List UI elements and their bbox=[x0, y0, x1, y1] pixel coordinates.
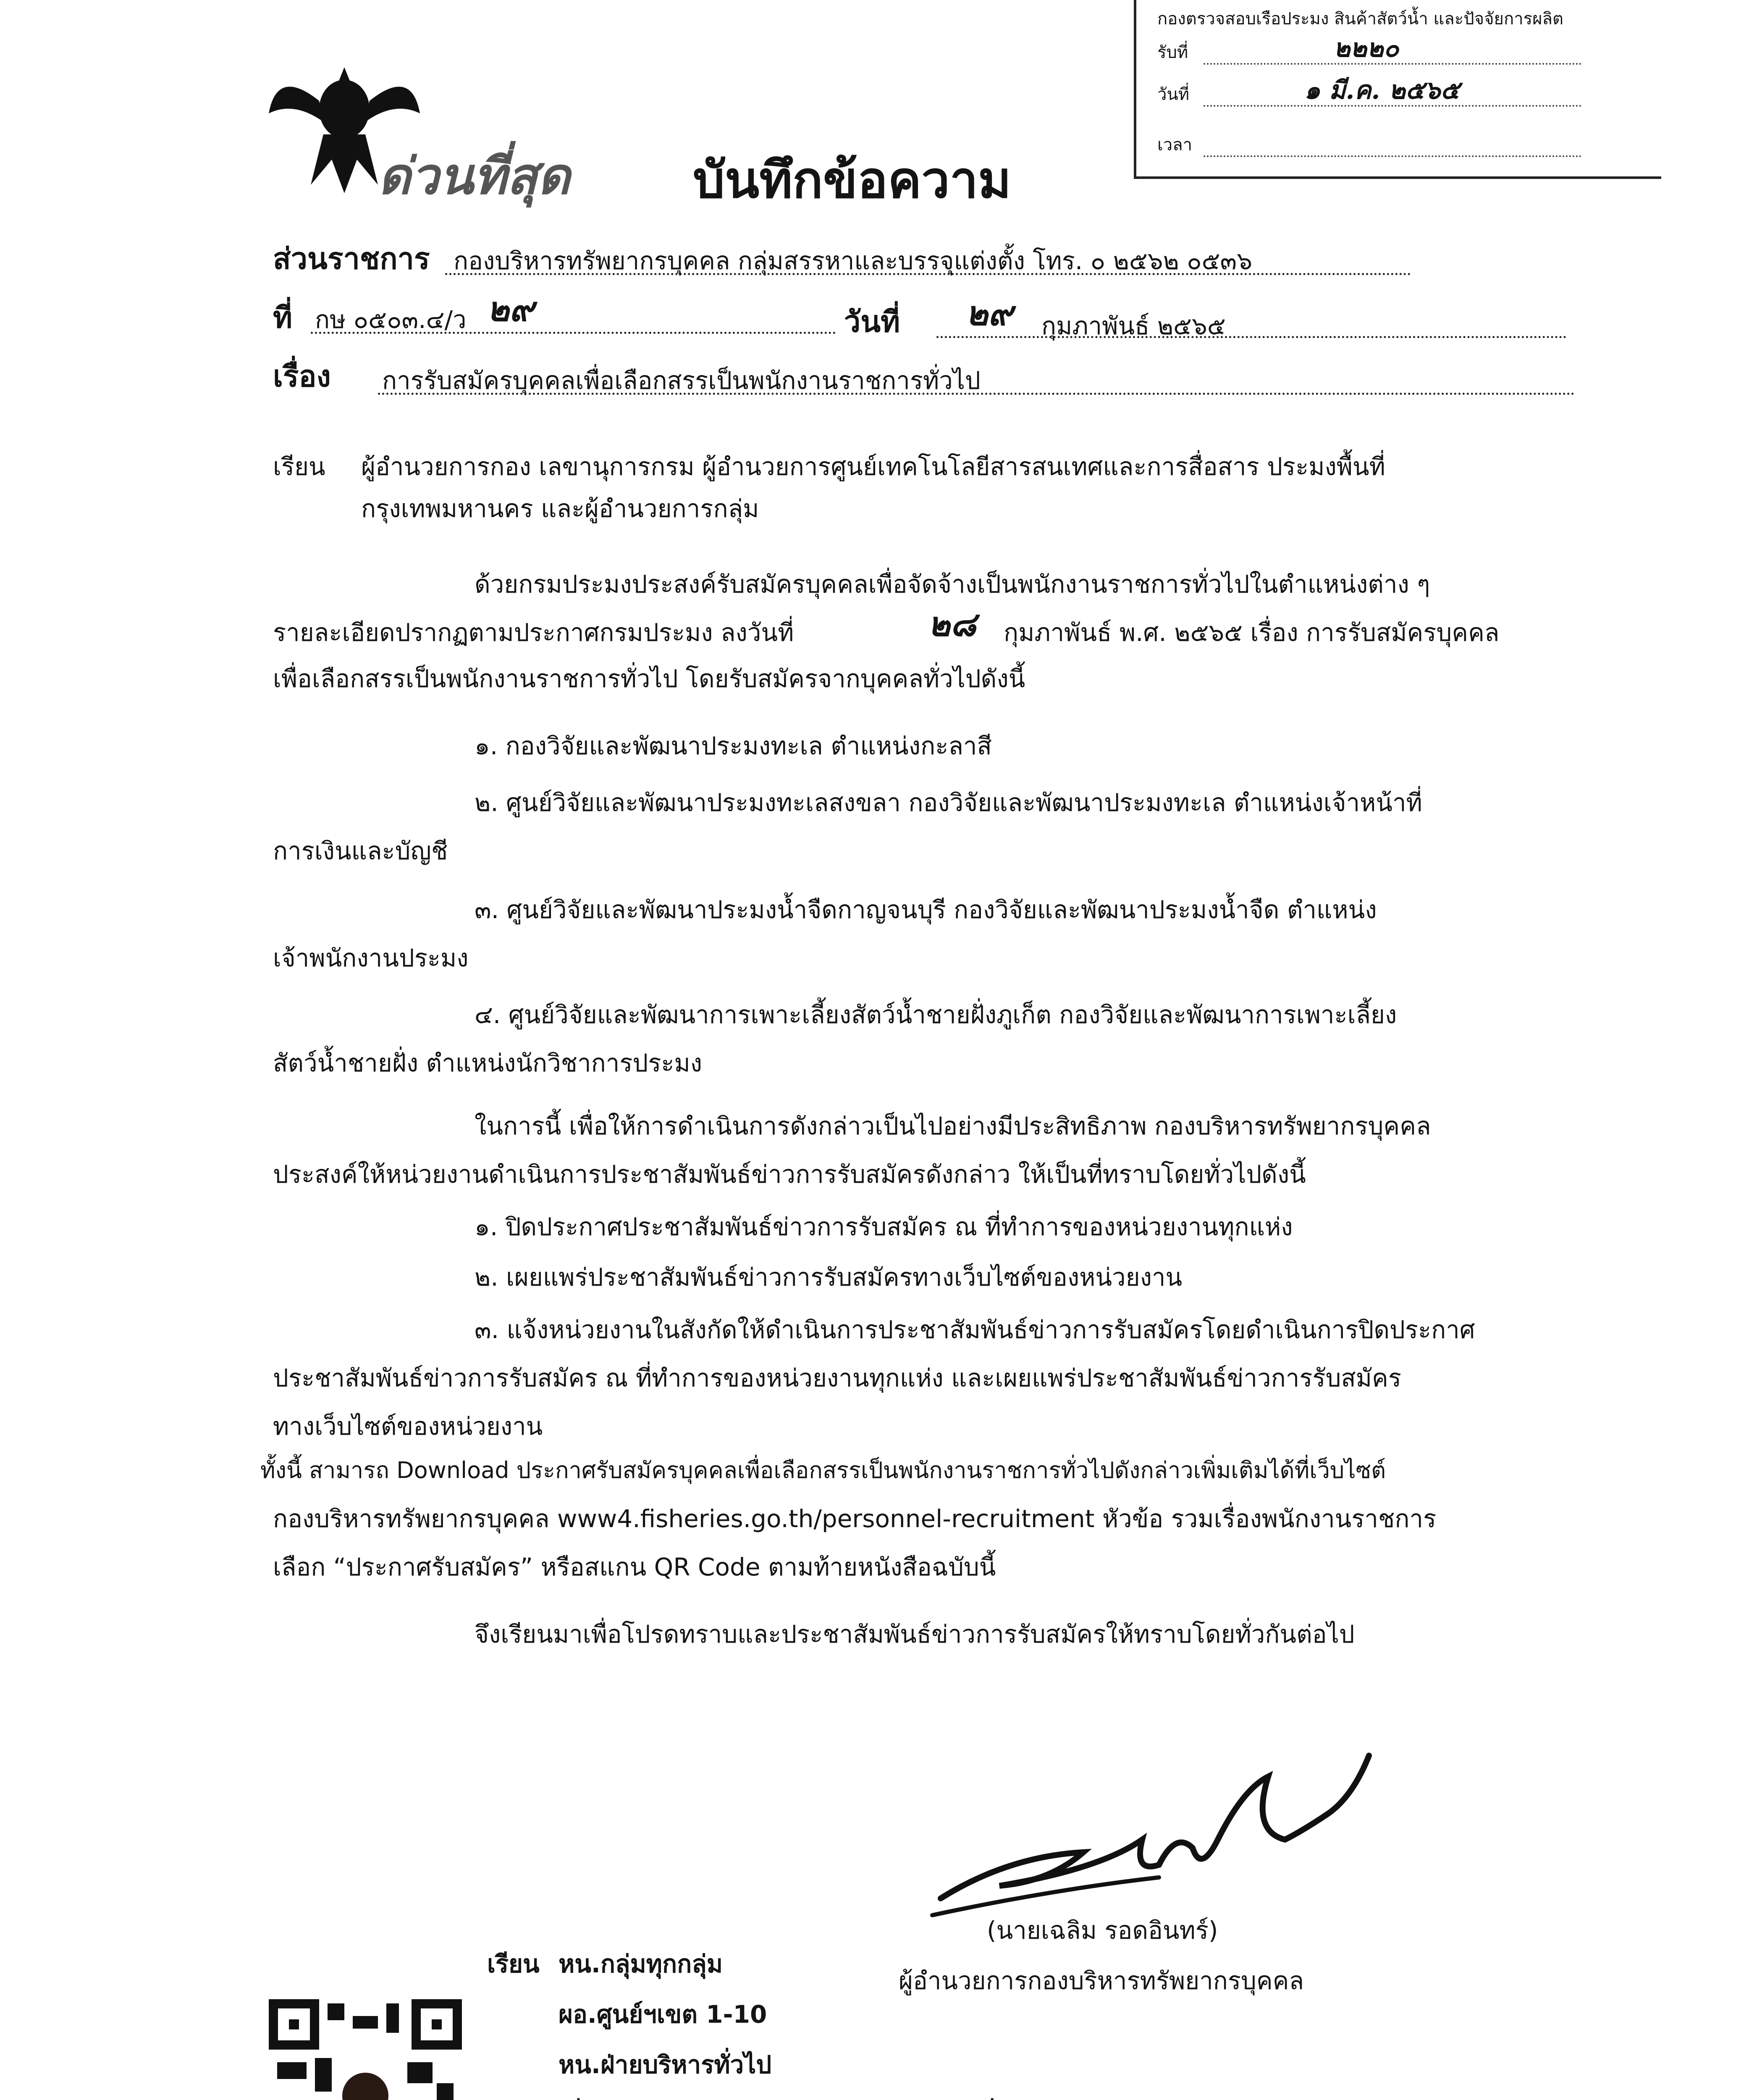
forward-to-label: เรียน bbox=[487, 1950, 540, 1978]
item-4-line1: ๔. ศูนย์วิจัยและพัฒนาการเพาะเลี้ยงสัตว์น้ำชายฝั่งภูเก็ต กองวิจัยและพัฒนาการเพาะเลี้ยง bbox=[475, 1000, 1397, 1029]
ref-label: ที่ bbox=[273, 300, 293, 335]
publicize-item-3-line3: ทางเว็บไซต์ของหน่วยงาน bbox=[273, 1412, 543, 1441]
stamp-receive-no: ๒๒๒๐ bbox=[1334, 34, 1399, 63]
body-p3-line2: กองบริหารทรัพยากรบุคคล www4.fisheries.go.th/personnel-recruitment หัวข้อ รวมเรื่องพนักงานราชการ bbox=[273, 1504, 1437, 1533]
stamp-time-label: เวลา bbox=[1157, 135, 1193, 155]
director-position: ผู้อำนวยการกองบริหารทรัพยากรบุคคล bbox=[899, 1966, 1304, 1995]
body-p2-line2: ประสงค์ให้หน่วยงานดำเนินการประชาสัมพันธ์ข่าวการรับสมัครดังกล่าว ให้เป็นที่ทราบโดยทั่วไปดังนี้ bbox=[273, 1160, 1306, 1189]
forward-to-line1: หน.กลุ่มทุกกลุ่ม bbox=[559, 1950, 723, 1978]
item-3-line2: เจ้าพนักงานประมง bbox=[273, 944, 469, 972]
stamp-office: กองตรวจสอบเรือประมง สินค้าสัตว์น้ำ และปัจจัยการผลิต bbox=[1157, 9, 1564, 29]
agency-label: ส่วนราชการ bbox=[273, 242, 430, 276]
item-1: ๑. กองวิจัยและพัฒนาประมงทะเล ตำแหน่งกะลาสี bbox=[475, 732, 992, 760]
ref-handwritten: ๒๙ bbox=[487, 289, 534, 329]
director-signature bbox=[924, 1747, 1386, 1924]
date-value: กุมภาพันธ์ ๒๕๖๕ bbox=[1041, 312, 1226, 340]
forward-to-line3: หน.ฝ่ายบริหารทั่วไป bbox=[559, 2050, 772, 2079]
stamp-receive-label: รับที่ bbox=[1157, 43, 1188, 62]
publicize-item-2: ๒. เผยแพร่ประชาสัมพันธ์ข่าวการรับสมัครทางเว็บไซต์ของหน่วยงาน bbox=[475, 1263, 1183, 1292]
salutation-label: เรียน bbox=[273, 452, 325, 481]
body-p2-line1: ในการนี้ เพื่อให้การดำเนินการดังกล่าวเป็นไปอย่างมีประสิทธิภาพ กองบริหารทรัพยากรบุคคล bbox=[475, 1112, 1431, 1140]
body-p1-line2a: รายละเอียดปรากฏตามประกาศกรมประมง ลงวันที่ bbox=[273, 618, 794, 647]
body-p1-line3: เพื่อเลือกสรรเป็นพนักงานราชการทั่วไป โดยรับสมัครจากบุคคลทั่วไปดังนี้ bbox=[273, 664, 1025, 693]
forward-to-line2: ผอ.ศูนย์ฯเขต 1-10 bbox=[559, 2000, 767, 2029]
body-p1-handwritten-day: ๒๘ bbox=[928, 604, 976, 644]
body-p3-line1: ทั้งนี้ สามารถ Download ประกาศรับสมัครบุคคลเพื่อเลือกสรรเป็นพนักงานราชการทั่วไปดังกล่าวเพิ่มเติมได้ที่เว็บไซต์ bbox=[260, 1457, 1386, 1483]
body-p1-line2b: กุมภาพันธ์ พ.ศ. ๒๕๖๕ เรื่อง การรับสมัครบุคคล bbox=[1004, 618, 1500, 647]
date-label: วันที่ bbox=[844, 304, 900, 339]
date-handwritten: ๒๙ bbox=[966, 294, 1013, 333]
qr-code-icon bbox=[269, 1999, 462, 2100]
stamp-date-label: วันที่ bbox=[1157, 85, 1190, 104]
urgency-stamp: ด่วนที่สุด bbox=[378, 147, 570, 206]
body-p3-line3: เลือก “ประกาศรับสมัคร” หรือสแกน QR Code ตามท้ายหนังสือฉบับนี้ bbox=[273, 1553, 996, 1581]
memo-title: บันทึกข้อความ bbox=[693, 151, 1012, 210]
closing-line: จึงเรียนมาเพื่อโปรดทราบและประชาสัมพันธ์ข่าวการรับสมัครให้ทราบโดยทั่วกันต่อไป bbox=[475, 1620, 1355, 1648]
salutation-line2: กรุงเทพมหานคร และผู้อำนวยการกลุ่ม bbox=[361, 494, 759, 523]
item-2-line1: ๒. ศูนย์วิจัยและพัฒนาประมงทะเลสงขลา กองวิจัยและพัฒนาประมงทะเล ตำแหน่งเจ้าหน้าที่ bbox=[475, 788, 1422, 817]
item-2-line2: การเงินและบัญชี bbox=[273, 837, 448, 865]
item-3-line1: ๓. ศูนย์วิจัยและพัฒนาประมงน้ำจืดกาญจนบุรี กองวิจัยและพัฒนาประมงน้ำจืด ตำแหน่ง bbox=[475, 895, 1377, 924]
publicize-item-1: ๑. ปิดประกาศประชาสัมพันธ์ข่าวการรับสมัคร ณ ที่ทำการของหน่วยงานทุกแห่ง bbox=[475, 1213, 1293, 1241]
salutation-line1: ผู้อำนวยการกอง เลขานุการกรม ผู้อำนวยการศูนย์เทคโนโลยีสารสนเทศและการสื่อสาร ประมงพื้นที่ bbox=[361, 452, 1385, 481]
stamp-date: ๑ มี.ค. ๒๕๖๕ bbox=[1304, 76, 1460, 105]
ref-value: กษ ๐๕๐๓.๔/ว bbox=[315, 305, 467, 334]
receipt-stamp bbox=[1134, 0, 1661, 179]
subject-label: เรื่อง bbox=[273, 359, 331, 394]
director-name: (นายเฉลิม รอดอินทร์) bbox=[987, 1916, 1218, 1945]
agency-value: กองบริหารทรัพยากรบุคคล กลุ่มสรรหาและบรรจุแต่งตั้ง โทร. ๐ ๒๕๖๒ ๐๕๓๖ bbox=[454, 247, 1253, 275]
item-4-line2: สัตว์น้ำชายฝั่ง ตำแหน่งนักวิชาการประมง bbox=[273, 1049, 703, 1077]
publicize-item-3-line1: ๓. แจ้งหน่วยงานในสังกัดให้ดำเนินการประชาสัมพันธ์ข่าวการรับสมัครโดยดำเนินการปิดประกาศ bbox=[475, 1315, 1475, 1344]
body-p1-line1: ด้วยกรมประมงประสงค์รับสมัครบุคคลเพื่อจัดจ้างเป็นพนักงานราชการทั่วไปในตำแหน่งต่าง ๆ bbox=[475, 570, 1430, 598]
subject-value: การรับสมัครบุคคลเพื่อเลือกสรรเป็นพนักงานราชการทั่วไป bbox=[382, 366, 981, 395]
publicize-item-3-line2: ประชาสัมพันธ์ข่าวการรับสมัคร ณ ที่ทำการของหน่วยงานทุกแห่ง และเผยแพร่ประชาสัมพันธ์ข่าวการรับสมัคร bbox=[273, 1364, 1401, 1392]
